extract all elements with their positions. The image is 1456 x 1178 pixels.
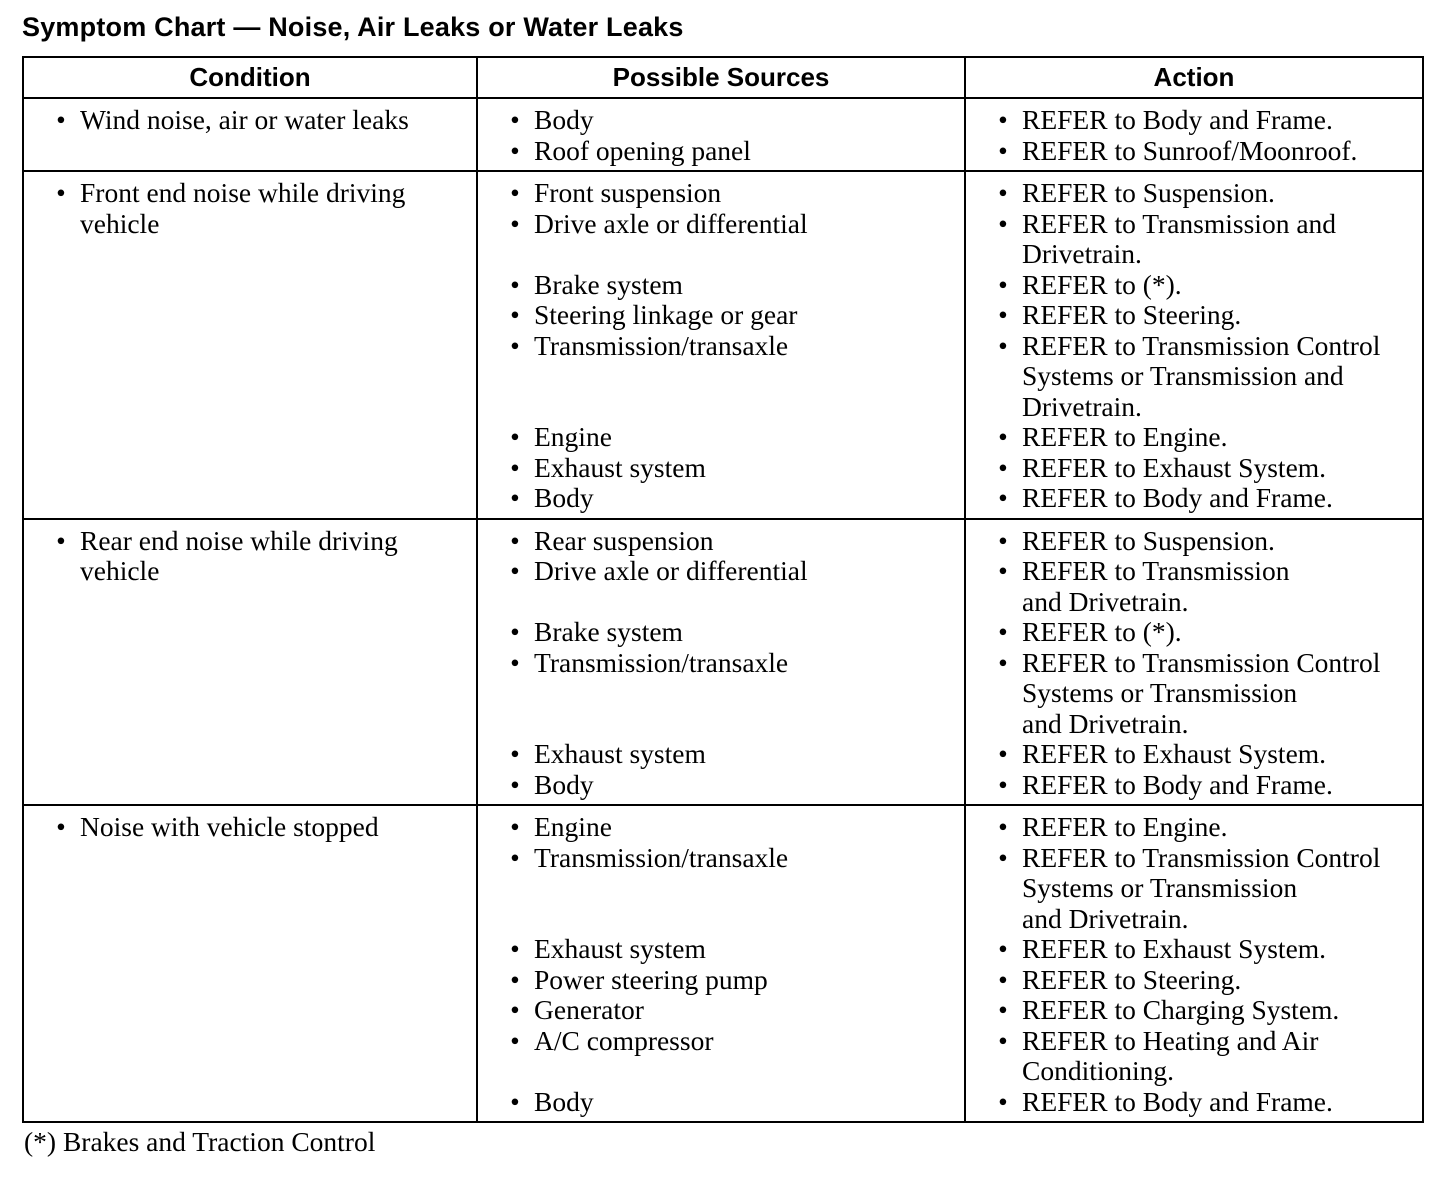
bullet-icon: •	[510, 1085, 520, 1117]
bullet-icon: •	[998, 768, 1008, 800]
source-item	[478, 812, 960, 843]
condition-text-text: Rear end noise while driving vehicle	[80, 524, 398, 586]
source-item	[478, 270, 960, 301]
source-item-text: A/C compressor	[534, 1024, 714, 1056]
actions-cell	[965, 805, 1423, 1122]
header-row	[23, 57, 1423, 98]
source-item	[478, 483, 960, 514]
source-item-text: Body	[534, 1085, 594, 1117]
action-item	[966, 300, 1418, 331]
condition-text	[24, 526, 472, 587]
bullet-icon: •	[510, 482, 520, 513]
action-item	[966, 270, 1418, 301]
bullet-icon: •	[510, 616, 520, 647]
source-item	[478, 995, 960, 1026]
bullet-icon: •	[998, 524, 1008, 556]
action-item-text: REFER to Exhaust System.	[1022, 451, 1327, 483]
action-item	[966, 483, 1418, 514]
action-item-text: REFER to Body and Frame.	[1022, 1085, 1333, 1117]
source-item-text: Exhaust system	[534, 933, 706, 964]
bullet-icon: •	[998, 482, 1008, 513]
condition-cell	[23, 98, 477, 171]
bullet-icon: •	[510, 768, 520, 800]
bullet-icon: •	[998, 134, 1008, 166]
source-item	[478, 965, 960, 996]
bullet-icon: •	[510, 963, 520, 995]
bullet-icon: •	[998, 933, 1008, 964]
action-item-text: REFER to Exhaust System.	[1022, 738, 1327, 769]
action-item	[966, 422, 1418, 453]
table-row	[23, 519, 1423, 806]
bullet-icon: •	[510, 841, 520, 873]
source-item	[478, 843, 960, 935]
action-item-text: REFER to Transmission and Drivetrain.	[1022, 555, 1290, 617]
bullet-icon: •	[510, 524, 520, 556]
source-item-text: Transmission/transaxle	[534, 329, 789, 361]
bullet-icon: •	[998, 616, 1008, 647]
bullet-icon: •	[510, 811, 520, 842]
bullet-icon: •	[998, 299, 1008, 330]
table-row	[23, 171, 1423, 519]
bullet-icon: •	[56, 811, 66, 842]
action-item-text: REFER to Heating and Air Conditioning.	[1022, 1024, 1319, 1086]
source-item	[478, 1026, 960, 1087]
bullet-icon: •	[510, 329, 520, 361]
action-item-text: REFER to Suspension.	[1022, 524, 1275, 556]
footnote: (*) Brakes and Traction Control	[24, 1126, 376, 1157]
action-item-text: REFER to (*).	[1022, 616, 1182, 647]
bullet-icon: •	[56, 524, 66, 556]
bullet-icon: •	[510, 994, 520, 1025]
bullet-icon: •	[510, 738, 520, 769]
condition-text-text: Front end noise while driving vehicle	[80, 177, 406, 239]
source-item	[478, 178, 960, 209]
source-item	[478, 648, 960, 740]
action-item	[966, 178, 1418, 209]
action-item-text: REFER to (*).	[1022, 268, 1182, 300]
action-item-text: REFER to Suspension.	[1022, 177, 1275, 208]
source-item-text: Brake system	[534, 616, 683, 647]
bullet-icon: •	[510, 1024, 520, 1056]
source-item-text: Engine	[534, 421, 612, 452]
action-item-text: REFER to Engine.	[1022, 811, 1228, 842]
bullet-icon: •	[510, 555, 520, 586]
bullet-icon: •	[998, 421, 1008, 452]
action-item-text: REFER to Transmission and Drivetrain.	[1022, 207, 1337, 269]
sources-cell	[477, 98, 965, 171]
condition-text	[24, 178, 472, 239]
action-item	[966, 965, 1418, 996]
header-possible-sources: Possible Sources	[477, 57, 965, 98]
condition-cell	[23, 519, 477, 806]
source-item-text: Brake system	[534, 268, 683, 300]
source-item-text: Transmission/transaxle	[534, 646, 789, 678]
source-item	[478, 617, 960, 648]
bullet-icon: •	[998, 177, 1008, 208]
bullet-icon: •	[510, 299, 520, 330]
bullet-icon: •	[998, 646, 1008, 678]
bullet-icon: •	[510, 646, 520, 678]
sources-cell	[477, 171, 965, 519]
chart-title: Symptom Chart — Noise, Air Leaks or Water Leaks	[22, 12, 684, 42]
action-item-text: REFER to Body and Frame.	[1022, 482, 1333, 513]
header-action: Action	[965, 57, 1423, 98]
bullet-icon: •	[998, 104, 1008, 135]
action-item-text: REFER to Transmission Control Systems or Transmission and Drivetrain.	[1022, 329, 1381, 422]
source-item-text: Generator	[534, 994, 644, 1025]
action-item-text: REFER to Body and Frame.	[1022, 104, 1333, 135]
bullet-icon: •	[56, 177, 66, 208]
action-item	[966, 331, 1418, 423]
bullet-icon: •	[510, 207, 520, 239]
action-item	[966, 526, 1418, 557]
action-item-text: REFER to Transmission Control Systems or Transmission and Drivetrain.	[1022, 646, 1381, 739]
condition-cell	[23, 805, 477, 1122]
source-item	[478, 453, 960, 484]
action-item	[966, 453, 1418, 484]
bullet-icon: •	[998, 207, 1008, 239]
action-item	[966, 136, 1418, 167]
actions-cell	[965, 98, 1423, 171]
bullet-icon: •	[998, 841, 1008, 873]
source-item-text: Transmission/transaxle	[534, 841, 789, 873]
source-item	[478, 526, 960, 557]
bullet-icon: •	[510, 134, 520, 166]
bullet-icon: •	[510, 104, 520, 135]
source-item-text: Exhaust system	[534, 738, 706, 769]
source-item-text: Body	[534, 104, 594, 135]
bullet-icon: •	[510, 421, 520, 452]
bullet-icon: •	[998, 1024, 1008, 1056]
bullet-icon: •	[998, 268, 1008, 300]
source-item-text: Exhaust system	[534, 451, 706, 483]
source-item-text: Steering linkage or gear	[534, 299, 798, 330]
sources-cell	[477, 519, 965, 806]
action-item	[966, 617, 1418, 648]
sources-cell	[477, 805, 965, 1122]
bullet-icon: •	[510, 268, 520, 300]
action-item	[966, 1026, 1418, 1087]
actions-cell	[965, 519, 1423, 806]
bullet-icon: •	[998, 329, 1008, 361]
source-item-text: Drive axle or differential	[534, 555, 808, 586]
source-item-text: Roof opening panel	[534, 134, 751, 166]
source-item	[478, 1087, 960, 1118]
action-item	[966, 556, 1418, 617]
bullet-icon: •	[998, 811, 1008, 842]
source-item	[478, 209, 960, 270]
condition-text-text: Noise with vehicle stopped	[80, 811, 379, 842]
source-item-text: Rear suspension	[534, 524, 714, 556]
table-row	[23, 98, 1423, 171]
source-item-text: Body	[534, 482, 594, 513]
source-item	[478, 105, 960, 136]
source-item	[478, 556, 960, 617]
source-item	[478, 422, 960, 453]
action-item	[966, 770, 1418, 801]
action-item	[966, 648, 1418, 740]
condition-text	[24, 105, 472, 136]
source-item	[478, 300, 960, 331]
condition-text-text: Wind noise, air or water leaks	[80, 104, 409, 135]
bullet-icon: •	[56, 104, 66, 135]
bullet-icon: •	[998, 738, 1008, 769]
source-item-text: Front suspension	[534, 177, 722, 208]
action-item	[966, 995, 1418, 1026]
action-item-text: REFER to Steering.	[1022, 299, 1242, 330]
bullet-icon: •	[998, 555, 1008, 586]
action-item-text: REFER to Engine.	[1022, 421, 1228, 452]
bullet-icon: •	[998, 451, 1008, 483]
action-item-text: REFER to Transmission Control Systems or Transmission and Drivetrain.	[1022, 841, 1381, 934]
bullet-icon: •	[998, 994, 1008, 1025]
condition-text	[24, 812, 472, 843]
source-item	[478, 770, 960, 801]
source-item	[478, 331, 960, 423]
source-item-text: Body	[534, 768, 594, 800]
action-item-text: REFER to Body and Frame.	[1022, 768, 1333, 800]
table-row	[23, 805, 1423, 1122]
bullet-icon: •	[510, 451, 520, 483]
source-item	[478, 934, 960, 965]
action-item	[966, 105, 1418, 136]
condition-cell	[23, 171, 477, 519]
action-item	[966, 843, 1418, 935]
action-item-text: REFER to Charging System.	[1022, 994, 1340, 1025]
bullet-icon: •	[510, 177, 520, 208]
action-item-text: REFER to Exhaust System.	[1022, 933, 1327, 964]
actions-cell	[965, 171, 1423, 519]
action-item	[966, 209, 1418, 270]
symptom-table	[22, 56, 1424, 1123]
header-condition: Condition	[23, 57, 477, 98]
source-item	[478, 739, 960, 770]
source-item-text: Power steering pump	[534, 963, 768, 995]
bullet-icon: •	[998, 1085, 1008, 1117]
bullet-icon: •	[510, 933, 520, 964]
source-item-text: Drive axle or differential	[534, 207, 808, 239]
source-item-text: Engine	[534, 811, 612, 842]
action-item-text: REFER to Steering.	[1022, 963, 1242, 995]
bullet-icon: •	[998, 963, 1008, 995]
action-item	[966, 934, 1418, 965]
action-item	[966, 1087, 1418, 1118]
action-item	[966, 812, 1418, 843]
source-item	[478, 136, 960, 167]
action-item	[966, 739, 1418, 770]
action-item-text: REFER to Sunroof/Moonroof.	[1022, 134, 1358, 166]
